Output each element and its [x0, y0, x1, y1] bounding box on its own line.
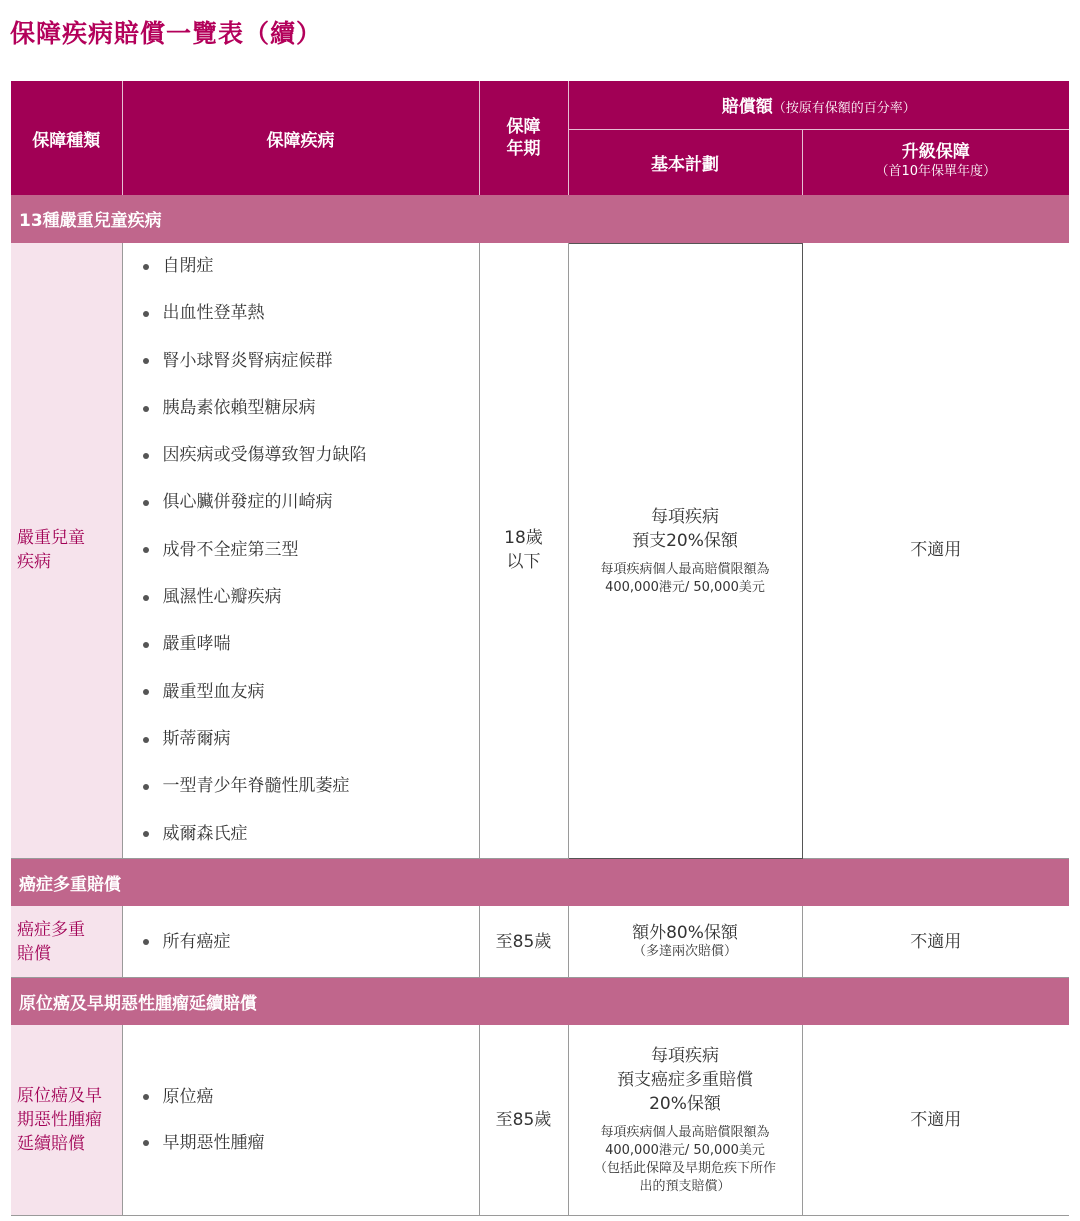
list-item: 嚴重哮喘: [143, 621, 479, 668]
term-cancer: 至85歲: [479, 906, 568, 977]
header-basic-plan: 基本計劃: [568, 129, 802, 195]
basic-plan-child: [568, 243, 802, 858]
disease-list-cancer: [122, 906, 479, 977]
term-carcinoma: 至85歲: [479, 1025, 568, 1215]
list-item: 早期惡性腫瘤: [143, 1120, 479, 1166]
basic-note-child: 每項疾病個人最高賠償限額為 400,000港元/ 50,000美元: [600, 561, 770, 595]
header-coverage-type: 保障種類: [11, 81, 122, 195]
list-item: 威爾森氏症: [143, 811, 479, 858]
list-item: 出血性登革熱: [143, 290, 479, 337]
list-item: 胰島素依賴型糖尿病: [143, 385, 479, 432]
section-band-carcinoma-in-situ: 原位癌及早期惡性腫瘤延續賠償: [11, 977, 1069, 1025]
list-item: 俱心臟併發症的川崎病: [143, 479, 479, 526]
header-compensation: [568, 81, 1069, 129]
list-item: 因疾病或受傷導致智力缺陷: [143, 432, 479, 479]
header-compensation-note: （按原有保額的百分率）: [772, 101, 916, 117]
header-upgrade-note: （首10年保單年度）: [875, 164, 997, 180]
basic-plan-cancer: [568, 906, 802, 977]
header-coverage-term: 保障 年期: [479, 81, 568, 195]
upgrade-child: 不適用: [802, 243, 1069, 858]
basic-main-cancer: 額外80%保額: [632, 922, 738, 943]
header-upgrade: [802, 129, 1069, 195]
basic-main-carcinoma: 每項疾病 預支癌症多重賠償 20%保額: [617, 1046, 753, 1115]
upgrade-carcinoma: 不適用: [802, 1025, 1069, 1215]
section-band-cancer-multiple: 癌症多重賠償: [11, 858, 1069, 906]
category-cancer-multiple: 癌症多重 賠償: [11, 906, 122, 977]
basic-note-carcinoma: 每項疾病個人最高賠償限額為 400,000港元/ 50,000美元 （包括此保障及早期危疾下所作 出的預支賠償）: [593, 1125, 776, 1195]
category-carcinoma-in-situ: 原位癌及早 期惡性腫瘤 延續賠償: [11, 1025, 122, 1215]
term-child: 18歲 以下: [479, 243, 568, 858]
benefits-table: [11, 81, 1069, 1216]
header-covered-disease: 保障疾病: [122, 81, 479, 195]
header-upgrade-label: 升級保障: [901, 142, 970, 163]
list-item: 風濕性心瓣疾病: [143, 574, 479, 621]
basic-main-child: 每項疾病 預支20%保額: [632, 506, 738, 551]
list-item: 自閉症: [143, 243, 479, 290]
disease-list-carcinoma: [122, 1025, 479, 1215]
category-child-illness: 嚴重兒童 疾病: [11, 243, 122, 858]
list-item: 腎小球腎炎腎病症候群: [143, 338, 479, 385]
disease-list-child: [122, 243, 479, 858]
list-item: 一型青少年脊髓性肌萎症: [143, 763, 479, 810]
upgrade-cancer: 不適用: [802, 906, 1069, 977]
basic-plan-carcinoma: [568, 1025, 802, 1215]
section-band-child-illness: 13種嚴重兒童疾病: [11, 195, 1069, 243]
list-item: 嚴重型血友病: [143, 669, 479, 716]
list-item: 斯蒂爾病: [143, 716, 479, 763]
basic-note-cancer: （多達兩次賠償）: [632, 943, 737, 959]
header-compensation-label: 賠償額: [721, 97, 773, 118]
list-item: 所有癌症: [143, 919, 479, 965]
page-title: 保障疾病賠償一覽表（續）: [10, 19, 323, 48]
list-item: 成骨不全症第三型: [143, 527, 479, 574]
list-item: 原位癌: [143, 1074, 479, 1120]
